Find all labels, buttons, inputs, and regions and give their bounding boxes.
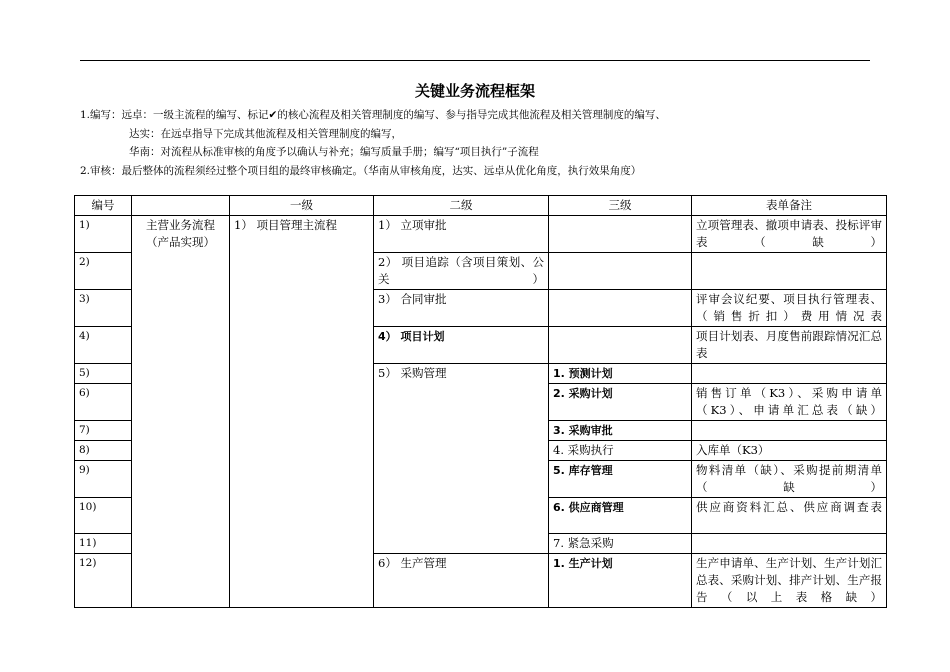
remark-cell: 项目计划表、月度售前跟踪情况汇总表: [692, 327, 887, 364]
row-num: 8): [75, 441, 132, 461]
header-num: 编号: [75, 196, 132, 216]
intro-line-dashi: 达实：在远卓指导下完成其他流程及相关管理制度的编写，: [129, 127, 402, 140]
intro-notes: [80, 106, 880, 180]
row-num: 12): [75, 554, 132, 608]
level2-cell: 1） 立项审批: [374, 216, 549, 253]
row-num: 2): [75, 253, 132, 290]
remark-cell: 供应商资料汇总、供应商调查表: [692, 498, 887, 534]
level2-cell: 2） 项目追踪（含项目策划、公关）: [374, 253, 549, 290]
level3-cell: [549, 216, 692, 253]
remark-cell: 评审会议纪要、项目执行管理表、（销售折扣）费用情况表: [692, 290, 887, 327]
remark-cell: 生产申请单、生产计划、生产计划汇总表、采购计划、排产计划、生产报告（以上表格缺）: [692, 554, 887, 608]
remark-cell: 物料清单（缺）、采购提前期清单（缺）: [692, 461, 887, 498]
row-num: 11): [75, 534, 132, 554]
header-level3: 三级: [549, 196, 692, 216]
row-num: 1): [75, 216, 132, 253]
level3-cell: 7. 紧急采购: [549, 534, 692, 554]
table-header-row: [75, 196, 887, 216]
level2-cell: 4） 项目计划: [374, 327, 549, 364]
level3-cell: 1. 生产计划: [549, 554, 692, 608]
table-row: [75, 216, 887, 253]
level3-cell: [549, 327, 692, 364]
level2-cell: 6） 生产管理: [374, 554, 549, 608]
intro-line-review: 2.审核：最后整体的流程须经过整个项目组的最终审核确定。（华南从审核角度，达实、远卓从优化角度，执行效果角度）: [80, 164, 642, 177]
row-num: 9): [75, 461, 132, 498]
level2-cell: 5） 采购管理: [374, 364, 549, 554]
level3-cell: [549, 290, 692, 327]
row-num: 3): [75, 290, 132, 327]
row-num: 10): [75, 498, 132, 534]
level3-cell: [549, 253, 692, 290]
header-blank: [132, 196, 230, 216]
row-num: 6): [75, 384, 132, 421]
remark-cell: [692, 364, 887, 384]
intro-line-huanan: 华南：对流程从标准审核的角度予以确认与补充；编写质量手册；编写“项目执行”子流程: [129, 146, 539, 158]
level3-cell: 3. 采购审批: [549, 421, 692, 441]
level2-cell: 3） 合同审批: [374, 290, 549, 327]
row-num: 4): [75, 327, 132, 364]
remark-cell: 入库单（K3）: [692, 441, 887, 461]
level3-cell: 1. 预测计划: [549, 364, 692, 384]
level3-cell: 6. 供应商管理: [549, 498, 692, 534]
main-process-cell: 主营业务流程（产品实现）: [132, 216, 230, 608]
intro-line-writing: 1.编写：远卓：一级主流程的编写、标记✔的核心流程及相关管理制度的编写、参与指导完成其他流程及相关管理制度的编写、: [80, 109, 666, 121]
page-title: 关键业务流程框架: [414, 82, 535, 100]
row-num: 5): [75, 364, 132, 384]
header-level1: 一级: [230, 196, 374, 216]
level1-process-cell: 1） 项目管理主流程: [230, 216, 374, 608]
top-rule: [80, 60, 870, 61]
process-table: [74, 195, 887, 608]
header-level2: 二级: [374, 196, 549, 216]
level3-cell: 5. 库存管理: [549, 461, 692, 498]
level3-cell: 2. 采购计划: [549, 384, 692, 421]
remark-cell: [692, 534, 887, 554]
remark-cell: [692, 253, 887, 290]
remark-cell: 立项管理表、撤项申请表、投标评审表（缺）: [692, 216, 887, 253]
row-num: 7): [75, 421, 132, 441]
level3-cell: 4. 采购执行: [549, 441, 692, 461]
header-remarks: 表单备注: [692, 196, 887, 216]
remark-cell: 销售订单（K3）、采购申请单（K3）、申请单汇总表（缺）: [692, 384, 887, 421]
remark-cell: [692, 421, 887, 441]
